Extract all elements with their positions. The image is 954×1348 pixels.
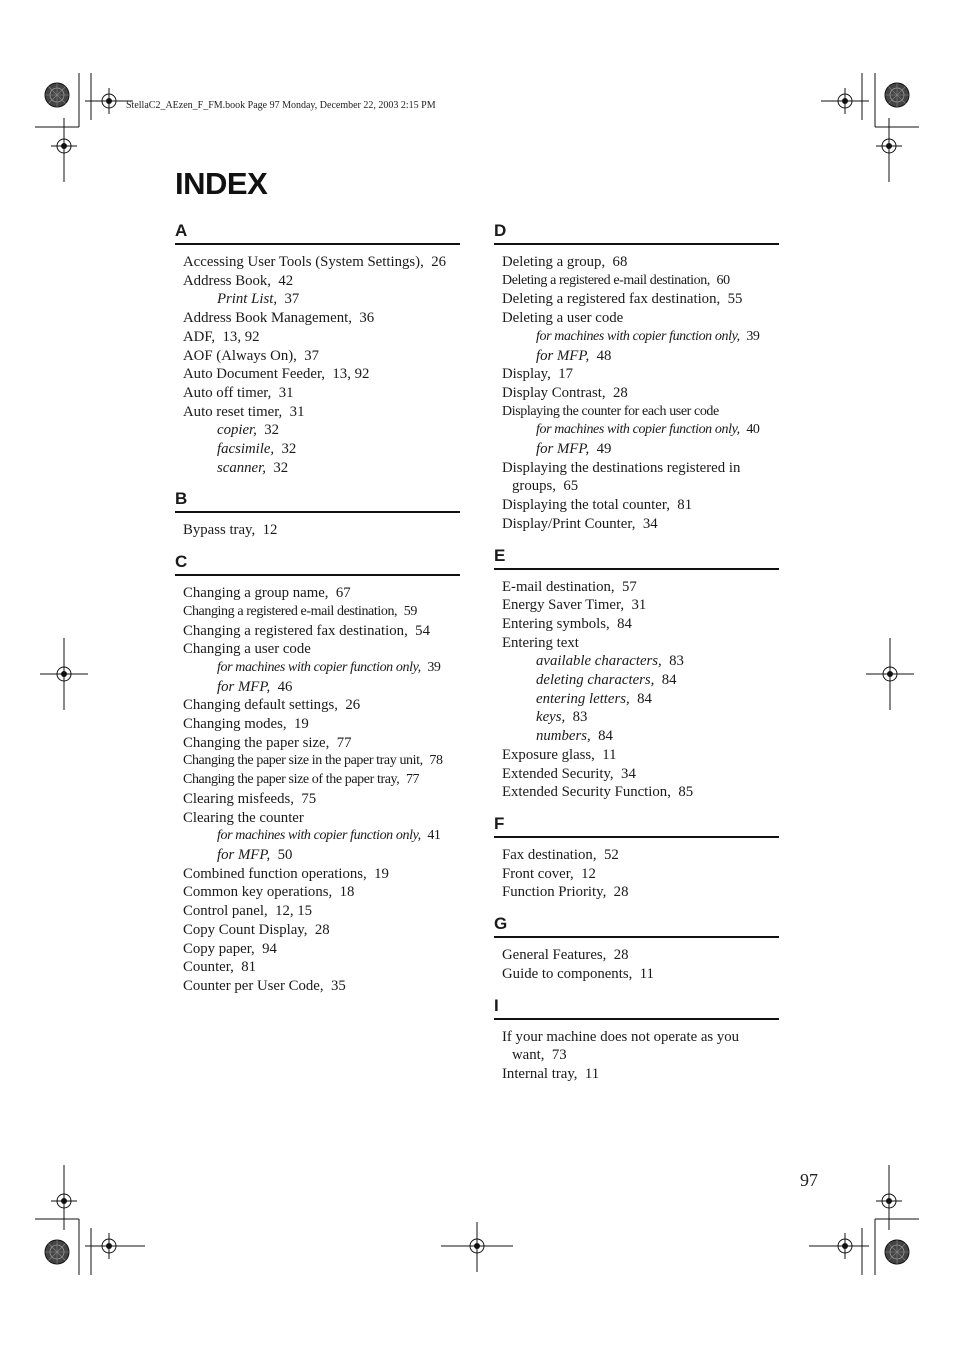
index-subentry [183, 440, 460, 459]
index-section [494, 912, 779, 993]
entry-term: for machines with copier function only, [536, 328, 740, 344]
entry-pages: 34 [621, 765, 636, 782]
index-entry [502, 1065, 779, 1084]
entry-pages: 75 [301, 790, 317, 807]
section-letter: B [175, 487, 460, 513]
index-entry [502, 1028, 782, 1065]
index-entry [183, 940, 460, 959]
entry-pages: 37 [304, 347, 320, 364]
entry-term: for MFP, [217, 678, 271, 695]
entry-pages: 68 [612, 254, 628, 270]
entry-term: General Features, [502, 947, 607, 964]
index-entry [183, 272, 460, 291]
index-section [494, 544, 779, 812]
entry-term: Deleting a registered e-mail destination, [502, 272, 710, 288]
entry-pages: 17 [558, 366, 573, 383]
index-entry [502, 290, 779, 309]
entry-term: Display/Print Counter, [502, 515, 636, 532]
index-entry [183, 958, 460, 977]
entry-term: Changing modes, [183, 716, 287, 733]
index-subentry [502, 708, 779, 727]
index-entry [502, 946, 779, 965]
index-entry [502, 496, 779, 515]
index-subentry [183, 678, 460, 697]
index-entry [183, 977, 460, 996]
entry-pages: 31 [631, 597, 647, 614]
entry-list [175, 245, 460, 487]
entry-pages: 42 [278, 272, 294, 289]
entry-pages: 12 [581, 865, 596, 882]
index-subentry [183, 846, 460, 865]
entry-pages: 28 [612, 384, 628, 401]
index-entry [183, 640, 460, 659]
index-entry [502, 272, 779, 291]
entry-pages: 52 [603, 846, 619, 863]
index-subentry [183, 290, 460, 309]
entry-term: Deleting a registered fax destination, [502, 291, 721, 308]
entry-pages: 65 [563, 478, 579, 495]
index-entry [183, 715, 460, 734]
entry-pages: 48 [596, 347, 612, 364]
entry-pages: 55 [727, 291, 743, 308]
index-entry [183, 253, 460, 272]
index-section [175, 219, 460, 487]
entry-term: Entering symbols, [502, 615, 610, 632]
entry-pages: 57 [622, 578, 637, 595]
section-letter: A [175, 219, 460, 245]
entry-term: Bypass tray, [183, 522, 256, 539]
index-entry [183, 790, 460, 809]
entry-pages: 32 [264, 422, 280, 439]
index-entry [502, 384, 779, 403]
entry-pages: 67 [335, 585, 351, 602]
index-entry [502, 253, 779, 272]
entry-pages: 13, 92 [222, 328, 260, 345]
entry-term: numbers, [536, 728, 591, 745]
entry-pages: 41 [427, 828, 441, 844]
entry-term: Displaying the counter for each user code [502, 403, 719, 419]
index-entry [183, 865, 460, 884]
index-subentry [502, 652, 779, 671]
entry-pages: 77 [405, 772, 420, 788]
entry-pages: 11 [639, 965, 654, 982]
entry-pages: 19 [293, 716, 309, 733]
entry-term: Entering text [502, 634, 579, 651]
index-section [175, 487, 460, 550]
entry-term: Changing a registered e-mail destination, [183, 603, 398, 619]
entry-term: Display, [502, 366, 551, 383]
entry-term: Deleting a group, [502, 254, 606, 270]
entry-list [175, 513, 460, 550]
index-entry [502, 578, 779, 597]
entry-pages: 39 [746, 328, 760, 344]
entry-pages: 50 [277, 846, 293, 863]
entry-pages: 13, 92 [332, 366, 370, 383]
index-entry [502, 783, 779, 802]
entry-pages: 40 [746, 422, 760, 438]
file-info-header: StellaC2_AEzen_F_FM.book Page 97 Monday, December 22, 2003 2:15 PM [126, 100, 436, 111]
index-subentry [502, 347, 779, 366]
index-subentry [502, 328, 779, 347]
index-entry [502, 965, 779, 984]
entry-pages: 84 [637, 690, 652, 707]
entry-pages: 32 [281, 441, 297, 458]
entry-term: Auto Document Feeder, [183, 366, 325, 383]
entry-pages: 81 [677, 497, 693, 514]
index-subentry [502, 690, 779, 709]
index-entry [183, 622, 460, 641]
index-subentry [183, 421, 460, 440]
index-column [494, 219, 779, 1094]
index-entry [502, 865, 779, 884]
entry-term: Extended Security, [502, 765, 614, 782]
entry-term: available characters, [536, 653, 662, 670]
index-subentry [183, 459, 460, 478]
entry-pages: 49 [596, 441, 612, 458]
entry-pages: 18 [339, 884, 355, 901]
entry-list [175, 576, 460, 1005]
entry-term: scanner, [217, 459, 266, 476]
entry-pages: 84 [598, 728, 613, 745]
index-entry [183, 734, 460, 753]
entry-term: AOF (Always On), [183, 347, 297, 364]
entry-pages: 59 [403, 603, 417, 619]
entry-term: Exposure glass, [502, 746, 595, 763]
entry-pages: 11 [584, 1065, 600, 1082]
entry-term: Auto off timer, [183, 384, 272, 401]
entry-term: Changing default settings, [183, 697, 338, 714]
index-entry [502, 634, 779, 653]
index-subentry [502, 671, 779, 690]
entry-term: If your machine does not operate as you want, [502, 1028, 740, 1064]
index-subentry [502, 440, 779, 459]
section-letter: I [494, 994, 779, 1020]
index-entry [183, 309, 460, 328]
entry-list [494, 245, 779, 544]
index-entry [183, 752, 460, 771]
index-subentry [183, 827, 460, 846]
index-entry [502, 746, 779, 765]
index-entry [183, 521, 460, 540]
entry-pages: 81 [241, 959, 256, 976]
entry-term: deleting characters, [536, 672, 655, 689]
index-subentry [502, 421, 779, 440]
entry-term: for MFP, [536, 441, 590, 458]
entry-pages: 26 [345, 697, 361, 714]
entry-pages: 31 [278, 384, 294, 401]
index-entry [502, 403, 779, 422]
entry-term: Clearing the counter [183, 809, 304, 826]
entry-pages: 28 [314, 921, 330, 938]
index-entry [183, 809, 460, 828]
index-entry [502, 596, 779, 615]
entry-term: Counter per User Code, [183, 977, 324, 994]
index-entry [183, 883, 460, 902]
entry-term: Combined function operations, [183, 865, 367, 882]
index-section [494, 219, 779, 544]
entry-term: for MFP, [536, 347, 590, 364]
entry-pages: 54 [415, 622, 430, 639]
entry-term: Copy Count Display, [183, 921, 308, 938]
entry-term: facsimile, [217, 441, 275, 458]
entry-term: Print List, [217, 291, 278, 308]
entry-term: Changing the paper size, [183, 734, 330, 751]
entry-pages: 94 [262, 940, 277, 957]
index-entry [183, 365, 460, 384]
entry-term: Accessing User Tools (System Settings), [183, 254, 424, 270]
entry-term: entering letters, [536, 690, 630, 707]
entry-term: Auto reset timer, [183, 403, 283, 420]
entry-term: Energy Saver Timer, [502, 597, 625, 614]
entry-term: Changing a group name, [183, 585, 329, 602]
section-letter: G [494, 912, 779, 938]
entry-pages: 28 [613, 947, 629, 964]
entry-term: Changing the paper size of the paper tray, [183, 772, 400, 788]
entry-term: Control panel, [183, 903, 268, 920]
entry-pages: 46 [277, 678, 293, 695]
entry-term: Changing a registered fax destination, [183, 622, 408, 639]
entry-term: Deleting a user code [502, 310, 624, 327]
entry-pages: 37 [284, 291, 300, 308]
entry-term: Internal tray, [502, 1065, 578, 1082]
entry-pages: 39 [427, 659, 441, 675]
entry-pages: 77 [336, 734, 352, 751]
section-letter: F [494, 812, 779, 838]
entry-term: Fax destination, [502, 846, 597, 863]
entry-pages: 31 [289, 403, 305, 420]
section-letter: D [494, 219, 779, 245]
entry-term: Clearing misfeeds, [183, 790, 294, 807]
entry-term: Common key operations, [183, 884, 333, 901]
section-letter: C [175, 550, 460, 576]
index-entry [502, 459, 782, 496]
entry-term: Changing the paper size in the paper tray unit, [183, 753, 423, 769]
entry-pages: 83 [572, 709, 588, 726]
entry-pages: 85 [678, 784, 694, 801]
entry-term: for machines with copier function only, [217, 828, 421, 844]
entry-term: Function Priority, [502, 884, 607, 901]
index-entry [183, 347, 460, 366]
entry-pages: 12, 15 [275, 903, 313, 920]
entry-pages: 60 [716, 272, 730, 288]
index-entry [183, 584, 460, 603]
index-entry [183, 696, 460, 715]
entry-term: E-mail destination, [502, 578, 615, 595]
entry-term: keys, [536, 709, 566, 726]
index-entry [183, 384, 460, 403]
index-column [175, 219, 460, 1006]
entry-term: Changing a user code [183, 641, 311, 658]
index-entry [502, 515, 779, 534]
entry-pages: 12 [262, 522, 278, 539]
entry-pages: 11 [602, 746, 617, 763]
entry-term: copier, [217, 422, 257, 439]
entry-term: Counter, [183, 959, 234, 976]
entry-term: ADF, [183, 328, 216, 345]
entry-term: Guide to components, [502, 965, 633, 982]
entry-pages: 19 [374, 865, 389, 882]
entry-term: Address Book, [183, 272, 271, 289]
entry-pages: 26 [431, 254, 446, 270]
entry-pages: 32 [273, 459, 289, 476]
section-letter: E [494, 544, 779, 570]
entry-pages: 36 [359, 310, 375, 327]
entry-pages: 84 [617, 615, 632, 632]
index-entry [502, 615, 779, 634]
index-entry [502, 846, 779, 865]
entry-term: for machines with copier function only, [536, 422, 740, 438]
index-section [175, 550, 460, 1005]
index-entry [183, 603, 460, 622]
entry-term: Address Book Management, [183, 310, 352, 327]
page-number: 97 [800, 1170, 818, 1190]
index-entry [183, 403, 460, 422]
index-entry [183, 771, 460, 790]
entry-term: for machines with copier function only, [217, 659, 421, 675]
index-section [494, 994, 779, 1094]
index-subentry [502, 727, 779, 746]
index-entry [502, 365, 779, 384]
entry-list [494, 938, 779, 993]
entry-pages: 73 [551, 1047, 567, 1064]
entry-term: Display Contrast, [502, 384, 606, 401]
entry-term: Copy paper, [183, 940, 255, 957]
entry-pages: 35 [330, 977, 346, 994]
index-entry [502, 309, 779, 328]
entry-term: Front cover, [502, 865, 574, 882]
entry-list [494, 838, 779, 912]
index-entry [183, 921, 460, 940]
page-title: INDEX [175, 166, 268, 201]
entry-term: Extended Security Function, [502, 784, 671, 801]
index-section [494, 812, 779, 912]
entry-pages: 83 [669, 653, 684, 670]
index-entry [502, 883, 779, 902]
index-entry [183, 902, 460, 921]
entry-pages: 84 [661, 672, 677, 689]
entry-list [494, 1020, 779, 1094]
entry-term: for MFP, [217, 846, 271, 863]
entry-term: Displaying the destinations registered in groups, [502, 459, 741, 495]
index-entry [183, 328, 460, 347]
index-subentry [183, 659, 460, 678]
entry-pages: 34 [642, 515, 658, 532]
entry-term: Displaying the total counter, [502, 497, 670, 514]
index-entry [502, 765, 779, 784]
entry-pages: 78 [429, 753, 443, 769]
entry-pages: 28 [613, 884, 629, 901]
entry-list [494, 570, 779, 812]
